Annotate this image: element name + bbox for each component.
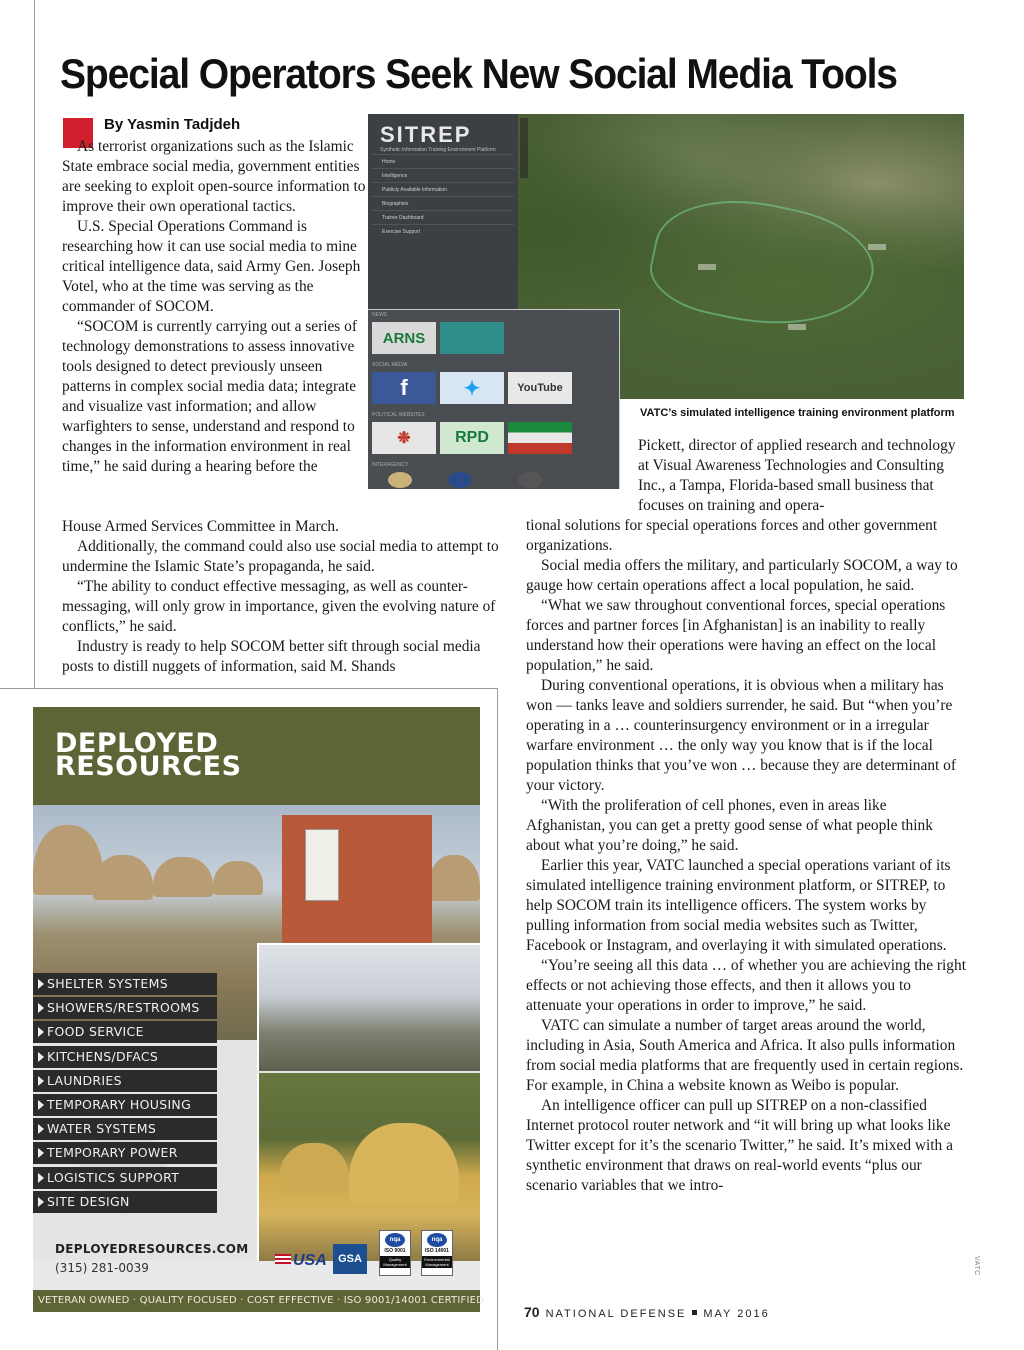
paragraph: “You’re seeing all this data … of whether you are achieving the right effects or not achieving those effects, and then it allows you to attenuate your operations in order to improve,” he said.: [526, 957, 966, 1014]
menu-item: Biographies: [372, 196, 514, 210]
iso-subtitle: Quality Management: [380, 1256, 410, 1268]
paragraph: U.S. Special Operations Command is researching how it can use social media to mine critical intelligence data, said Army Gen. Joseph Votel, who at the time was serving as the commander of SOCOM.: [62, 218, 361, 315]
photo-credit: VATC: [973, 1256, 980, 1276]
map-town-marker: [788, 324, 806, 330]
ad-website[interactable]: DEPLOYEDRESOURCES.COM: [55, 1242, 249, 1256]
paragraph: tional solutions for special operations forces and other government organizations.: [526, 517, 938, 554]
paragraph: During conventional operations, it is obvious when a military has won — tanks leave and soldiers surrender, he said. But “when you’re operating in a … counterinsurgency environment or in a irregular warfare environment … the only way you know that is if the local population thinks that you’ve won … because they are determinant of your victory.: [526, 677, 956, 794]
column-left-wide: [62, 517, 502, 677]
service-item: [33, 1142, 217, 1164]
page-footer: [524, 1304, 770, 1320]
tent-shape: [93, 855, 153, 900]
paragraph: Pickett, director of applied research and technology at Visual Awareness Technologies and Consulting Inc., a Tampa, Florida-based small business that focuses on training and opera-: [638, 437, 956, 514]
paragraph: “With the proliferation of cell phones, even in areas like Afghanistan, you can get a pretty good sense of what people think about what you’re doing,” he said.: [526, 797, 933, 854]
paragraph: Earlier this year, VATC launched a special operations variant of its simulated intelligence training environment platform, or SITREP, to help SOCOM train its intelligence officers. The system works by pulling information from social media websites such as Twitter, Facebook or Instagram, and overlaying it with simulated operations.: [526, 857, 951, 954]
container-door: [305, 829, 339, 901]
column-right-top: [638, 436, 968, 516]
made-in-usa-logo: [275, 1252, 327, 1270]
separator-dot: [692, 1310, 697, 1315]
facebook-icon: f: [372, 372, 436, 404]
twitter-icon: ✦: [440, 372, 504, 404]
paragraph: Industry is ready to help SOCOM better sift through social media posts to distill nuggets of information, said M. Shands: [62, 638, 481, 675]
service-label: SHOWERS/RESTROOMS: [47, 1000, 200, 1016]
publication-name: NATIONAL DEFENSE: [545, 1308, 687, 1320]
paragraph: “The ability to conduct effective messaging, as well as counter-messaging, will only grow in importance, given the evolving nature of conflicts,” he said.: [62, 578, 496, 635]
headline: Special Operators Seek New Social Media Tools: [60, 50, 897, 97]
nqa-seal-icon: nqa: [427, 1233, 447, 1247]
iso-9001-badge: [379, 1230, 411, 1276]
menu-item: Publicly Available Information: [372, 182, 514, 196]
service-label: SHELTER SYSTEMS: [47, 976, 168, 991]
menu-item: Exercise Support: [372, 224, 514, 238]
byline: By Yasmin Tadjdeh: [104, 116, 241, 133]
news-logo-tile: [440, 322, 504, 354]
iso-14001-badge: [421, 1230, 453, 1276]
panel-label-interagency: INTERAGENCY: [372, 462, 409, 468]
flag-stripes-icon: [275, 1254, 291, 1264]
triangle-right-icon: [38, 1173, 44, 1183]
service-item: [33, 1118, 217, 1140]
service-item: [33, 1191, 217, 1213]
map-town-marker: [698, 264, 716, 270]
gsa-logo: GSA: [333, 1244, 367, 1274]
sitrep-subtitle: Synthetic Information Training Environment Platform: [380, 147, 496, 153]
sitrep-links-panel: [368, 309, 620, 489]
column-right: [526, 516, 966, 1196]
panel-label-social: SOCIAL MEDIA: [372, 362, 408, 368]
ad-services-list: [33, 973, 217, 1215]
menu-item: Home: [372, 154, 514, 168]
service-label: SITE DESIGN: [47, 1193, 130, 1209]
paragraph: “SOCOM is currently carrying out a series of technology demonstrations to assess innovative tools designed to detect previously unseen patterns in complex social media data; integrate and visualize vast information; and allow warfighters to sense, understand and respond to changes in the information environment in real time,” he said during a hearing before the: [62, 318, 357, 475]
triangle-right-icon: [38, 1003, 44, 1013]
column-left-narrow: [62, 137, 372, 477]
service-item: [33, 1167, 217, 1189]
service-label: LOGISTICS SUPPORT: [47, 1169, 180, 1185]
left-column-rule: [34, 0, 35, 688]
menu-item: Trainer Dashboard: [372, 210, 514, 224]
service-label: TEMPORARY HOUSING: [47, 1096, 192, 1112]
rpd-logo-tile: RPD: [440, 422, 504, 454]
tent-shape: [213, 861, 263, 895]
ad-title: [55, 728, 242, 782]
paragraph: VATC can simulate a number of target areas around the world, including in Asia, South America and Africa. It also pulls information from social media platforms that are frequently used in certain regions. For example, in China a website known as Weibo is popular.: [526, 1017, 964, 1094]
ad-header: [33, 707, 480, 805]
paragraph: Social media offers the military, and particularly SOCOM, a way to gauge how certain operations affect a local population, he said.: [526, 557, 958, 594]
nqa-seal-icon: nqa: [385, 1233, 405, 1247]
triangle-right-icon: [38, 1197, 44, 1207]
photo-caption: VATC’s simulated intelligence training environment platform: [640, 407, 955, 419]
menu-item: Intelligence: [372, 168, 514, 182]
triangle-right-icon: [38, 1124, 44, 1134]
paragraph: Additionally, the command could also use social media to attempt to undermine the Islamic State’s propaganda, he said.: [62, 538, 499, 575]
arns-logo-tile: ARNS: [372, 322, 436, 354]
map-town-marker: [868, 244, 886, 250]
iso-name: ISO 14001: [425, 1248, 449, 1254]
paragraph: As terrorist organizations such as the Islamic State embrace social media, government entities are seeking to exploit open-source information to improve their own operational tactics.: [62, 138, 366, 215]
ad-frame-top-rule: [0, 688, 497, 689]
ad-dining-photo: [257, 943, 480, 1071]
triangle-right-icon: [38, 1100, 44, 1110]
youtube-icon: YouTube: [508, 372, 572, 404]
service-item: [33, 1021, 217, 1043]
triangle-right-icon: [38, 1076, 44, 1086]
service-item: [33, 1070, 217, 1092]
page-number: 70: [524, 1304, 540, 1320]
tent-shape: [279, 1143, 349, 1193]
service-item: [33, 1046, 217, 1068]
usa-label: USA: [293, 1252, 327, 1269]
map-zoom-toolbar: [520, 118, 528, 178]
political-emblem-icon: ❉: [372, 422, 436, 454]
sitrep-logo: SITREP: [380, 122, 472, 147]
service-label: LAUNDRIES: [47, 1072, 122, 1088]
tent-shape: [428, 855, 480, 901]
agency-seal-icon: [518, 472, 542, 488]
paragraph: An intelligence officer can pull up SITREP on a non-classified Internet protocol router network and “it will bring up what looks like Twitter except for it’s the scenario Twitter,” he said. It’s mixed with a synthetic environment that draws on real-world events “plus our scenario variables that we intro-: [526, 1097, 953, 1194]
triangle-right-icon: [38, 1148, 44, 1158]
iso-name: ISO 9001: [384, 1248, 406, 1254]
issue-date: MAY 2016: [703, 1308, 770, 1320]
sitrep-sidebar: [368, 114, 518, 309]
map-route-overlay: [643, 182, 883, 345]
service-label: FOOD SERVICE: [47, 1024, 144, 1040]
service-item: [33, 1094, 217, 1116]
agency-seal-icon: [448, 472, 472, 488]
panel-label-political: POLITICAL WEBSITES: [372, 412, 425, 418]
agency-seal-icon: [388, 472, 412, 488]
triangle-right-icon: [38, 1027, 44, 1037]
paragraph: House Armed Services Committee in March.: [62, 518, 339, 535]
flag-tile: [508, 422, 572, 454]
ad-title-line: DEPLOYED: [55, 728, 219, 759]
triangle-right-icon: [38, 1052, 44, 1062]
service-label: KITCHENS/DFACS: [47, 1048, 159, 1064]
ad-frame-right-rule: [497, 688, 498, 1350]
paragraph: “What we saw throughout conventional forces, special operations forces and partner forces [in Afghanistan] is an inability to really understand how their operations were having an effect on the local population,” he said.: [526, 597, 946, 674]
ad-phone: (315) 281-0039: [55, 1261, 149, 1275]
deployed-resources-ad: [33, 707, 485, 1312]
service-item: [33, 997, 217, 1019]
ad-title-line: RESOURCES: [55, 751, 242, 782]
ad-tagline: VETERAN OWNED · QUALITY FOCUSED · COST EFFECTIVE · ISO 9001/14001 CERTIFIED: [33, 1290, 480, 1312]
service-item: [33, 973, 217, 995]
service-label: TEMPORARY POWER: [47, 1145, 178, 1161]
service-label: WATER SYSTEMS: [47, 1121, 157, 1137]
sitrep-menu: [372, 154, 514, 238]
triangle-right-icon: [38, 979, 44, 989]
panel-label-news: NEWS: [372, 312, 387, 318]
tent-shape: [153, 857, 213, 897]
tent-shape: [349, 1123, 459, 1203]
iso-subtitle: Environmental Management: [422, 1256, 452, 1268]
